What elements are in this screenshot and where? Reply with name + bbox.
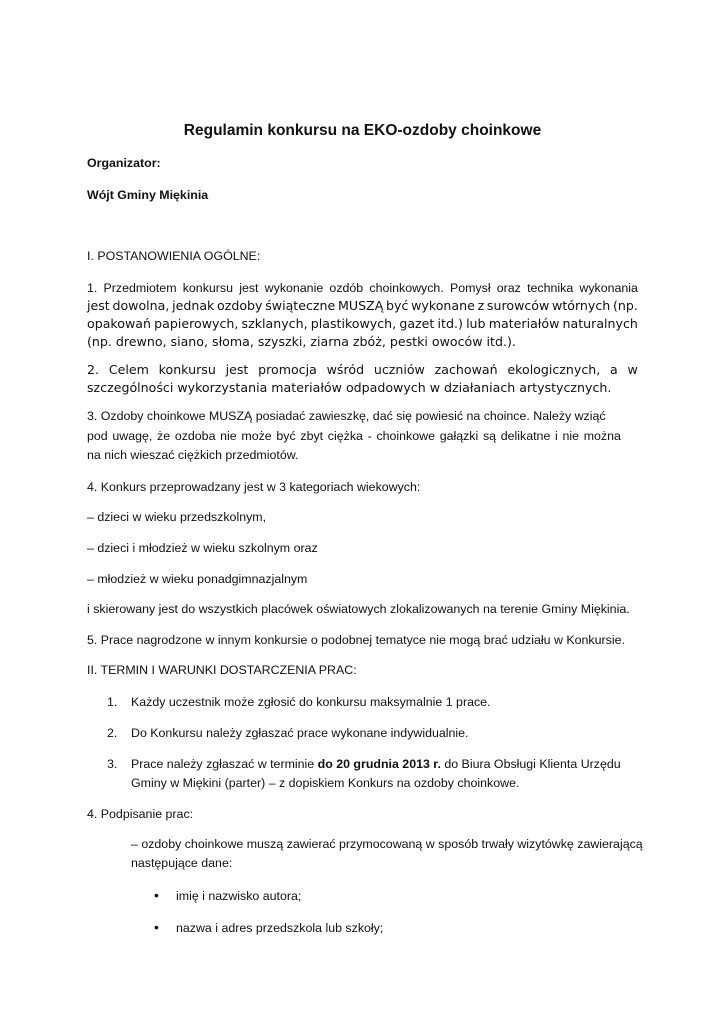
section1-heading: I. POSTANOWIENIA OGÓLNE: bbox=[87, 249, 261, 263]
list-item-text: Do Konkursu należy zgłaszać prace wykonane indywidualnie. bbox=[131, 726, 469, 740]
bullet-item-text: nazwa i adres przedszkola lub szkoły; bbox=[176, 921, 384, 935]
list-item-text: Prace należy zgłaszać w terminie do 20 grudnia 2013 r. do Biura Obsługi Klienta Urzędu bbox=[131, 757, 621, 771]
list-number: 1. bbox=[107, 695, 118, 709]
bullet-icon: • bbox=[154, 919, 159, 935]
category-item: – dzieci i młodzież w wieku szkolnym oraz bbox=[87, 541, 318, 555]
organizer-label: Organizator: bbox=[87, 156, 161, 170]
item1-line4: (np. drewno, siano, słoma, szyszki, ziarna zbóż, pestki owoców itd.). bbox=[87, 334, 516, 349]
category-item: – dzieci w wieku przedszkolnym, bbox=[87, 510, 267, 524]
signing-line2: następujące dane: bbox=[131, 856, 233, 870]
category-item: – młodzież w wieku ponadgimnazjalnym bbox=[87, 572, 308, 586]
bullet-item-text: imię i nazwisko autora; bbox=[176, 889, 302, 903]
item3-line2: pod uwagę, że ozdoba nie może być zbyt ciężka - choinkowe gałązki są delikatne i nie można bbox=[87, 429, 621, 443]
bullet-icon: • bbox=[154, 887, 159, 903]
list-number: 3. bbox=[107, 757, 118, 771]
list-item-text: Każdy uczestnik może zgłosić do konkursu maksymalnie 1 prace. bbox=[131, 695, 491, 709]
organizer-name: Wójt Gminy Miękinia bbox=[87, 188, 209, 202]
item1-line2: jest dowolna, jednak ozdoby świąteczne MUSZĄ być wykonane z surowców wtórnych (np. bbox=[87, 298, 638, 313]
signing-heading: 4. Podpisanie prac: bbox=[87, 807, 194, 821]
section2-heading: II. TERMIN I WARUNKI DOSTARCZENIA PRAC: bbox=[87, 663, 357, 677]
item4-intro: 4. Konkurs przeprowadzany jest w 3 kategoriach wiekowych: bbox=[87, 480, 421, 494]
item2-line1: 2. Celem konkursu jest promocja wśród uczniów zachowań ekologicznych, a w bbox=[87, 362, 638, 377]
item1-line3: opakowań papierowych, szklanych, plastikowych, gazet itd.) lub materiałów naturalnych bbox=[87, 316, 638, 331]
deadline-date: do 20 grudnia 2013 r. bbox=[317, 757, 441, 771]
item2-line2: szczególności wykorzystania materiałów odpadowych w działaniach artystycznych. bbox=[87, 380, 612, 395]
signing-line1: – ozdoby choinkowe muszą zawierać przymocowaną w sposób trwały wizytówkę zawierającą bbox=[131, 837, 643, 851]
document-title: Regulamin konkursu na EKO-ozdoby choinkowe bbox=[183, 122, 542, 139]
item4-scope: i skierowany jest do wszystkich placówek oświatowych zlokalizowanych na terenie Gminy Miękinia. bbox=[87, 602, 630, 616]
item1-line1: 1. Przedmiotem konkursu jest wykonanie ozdób choinkowych. Pomysł oraz technika wykonania bbox=[87, 281, 638, 295]
item3-line3: na nich wieszać ciężkich przedmiotów. bbox=[87, 448, 299, 462]
list-number: 2. bbox=[107, 726, 118, 740]
list-item-text-line2: Gminy w Miękini (parter) – z dopiskiem Konkurs na ozdoby choinkowe. bbox=[131, 776, 520, 790]
item5-text: 5. Prace nagrodzone w innym konkursie o podobnej tematyce nie mogą brać udziału w Konkursie. bbox=[87, 633, 625, 647]
item3-line1: 3. Ozdoby choinkowe MUSZĄ posiadać zawieszkę, dać się powiesić na choince. Należy wziąć bbox=[87, 409, 606, 423]
